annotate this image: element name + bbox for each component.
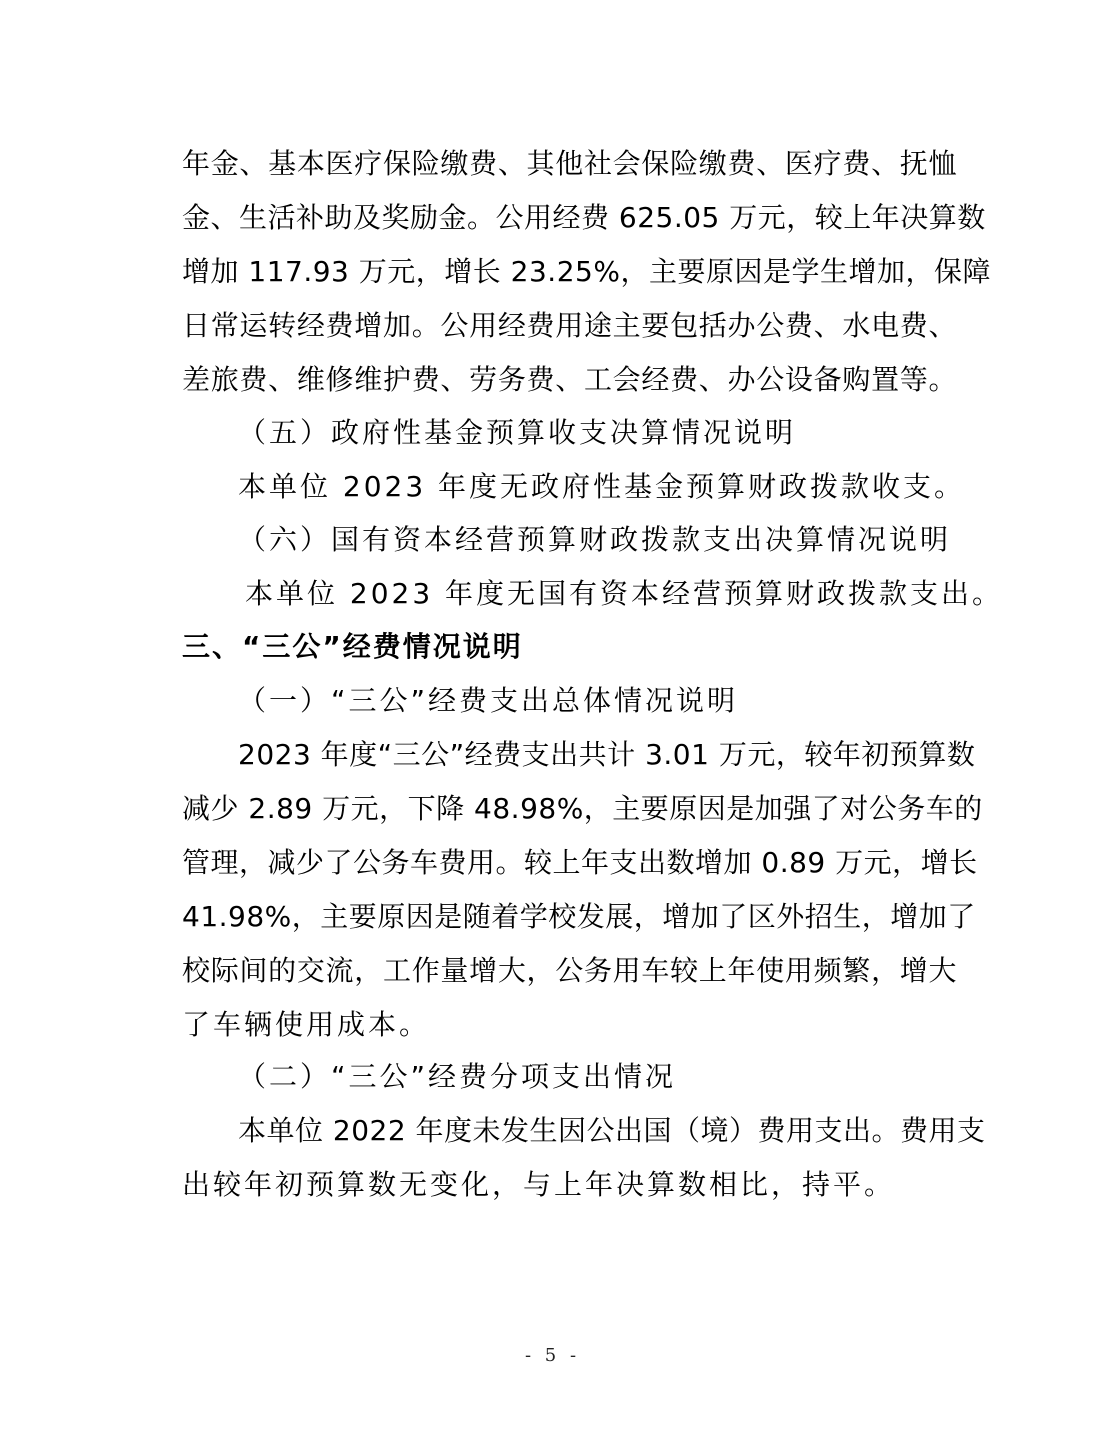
subsection-heading-1: （一）“三公”经费支出总体情况说明 xyxy=(238,684,739,717)
part-heading-3: 三、“三公”经费情况说明 xyxy=(182,630,523,663)
paragraph-line: 年金、基本医疗保险缴费、其他社会保险缴费、医疗费、抚恤 xyxy=(182,147,957,180)
paragraph-line: 2023 年度“三公”经费支出共计 3.01 万元，较年初预算数 xyxy=(238,738,976,771)
paragraph-line: 管理，减少了公务车费用。较上年支出数增加 0.89 万元，增长 xyxy=(182,846,978,879)
paragraph-line: 出较年初预算数无变化，与上年决算数相比，持平。 xyxy=(182,1168,896,1201)
paragraph-line: 差旅费、维修维护费、劳务费、工会经费、办公设备购置等。 xyxy=(182,363,957,396)
section-heading-6: （六）国有资本经营预算财政拨款支出决算情况说明 xyxy=(238,523,952,556)
paragraph-line: 校际间的交流，工作量增大，公务用车较上年使用频繁，增大 xyxy=(182,954,957,987)
paragraph-line: 本单位 2022 年度未发生因公出国（境）费用支出。费用支 xyxy=(238,1114,986,1147)
subsection-heading-2: （二）“三公”经费分项支出情况 xyxy=(238,1060,677,1093)
paragraph-line: 41.98%，主要原因是随着学校发展，增加了区外招生，增加了 xyxy=(182,900,976,933)
paragraph-line: 日常运转经费增加。公用经费用途主要包括办公费、水电费、 xyxy=(182,309,957,342)
section-body-5: 本单位 2023 年度无政府性基金预算财政拨款收支。 xyxy=(238,470,966,503)
paragraph-line: 了车辆使用成本。 xyxy=(182,1008,431,1041)
paragraph-line: 增加 117.93 万元，增长 23.25%，主要原因是学生增加，保障 xyxy=(182,255,991,288)
page-number: - 5 - xyxy=(524,1345,581,1366)
paragraph-line: 减少 2.89 万元，下降 48.98%，主要原因是加强了对公务车的 xyxy=(182,792,983,825)
section-body-6: 本单位 2023 年度无国有资本经营预算财政拨款支出。 xyxy=(245,577,1004,610)
section-heading-5: （五）政府性基金预算收支决算情况说明 xyxy=(238,416,797,449)
paragraph-line: 金、生活补助及奖励金。公用经费 625.05 万元，较上年决算数 xyxy=(182,201,986,234)
